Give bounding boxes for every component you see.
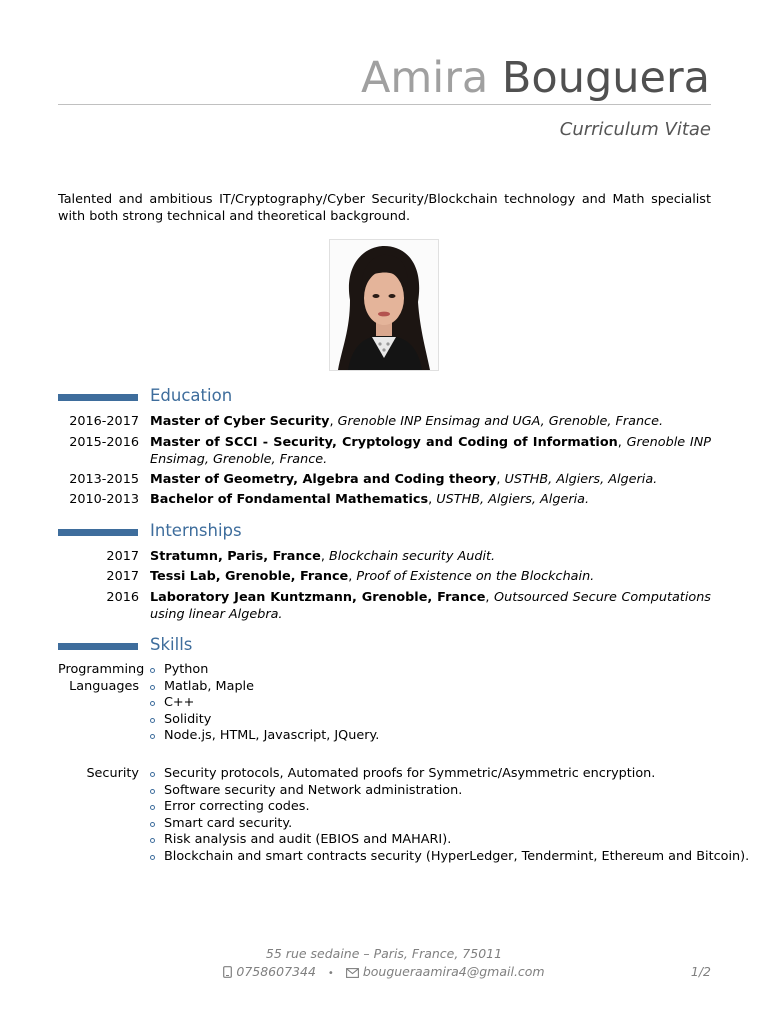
skill-label-line: Programming bbox=[58, 662, 145, 677]
phone-number: 0758607344 bbox=[236, 964, 316, 979]
education-entry bbox=[58, 491, 711, 508]
internship-entry bbox=[58, 568, 711, 585]
skill-label-line: Security bbox=[86, 766, 139, 781]
skill-item: Python bbox=[164, 662, 209, 677]
last-name: Bouguera bbox=[501, 53, 710, 103]
document-title: Curriculum Vitae bbox=[559, 119, 711, 140]
entry-year: 2016 bbox=[106, 590, 139, 605]
education-entry bbox=[58, 413, 711, 430]
bullet-icon bbox=[150, 668, 155, 673]
header-rule bbox=[58, 104, 711, 105]
section-skills bbox=[58, 637, 711, 657]
section-title: Internships bbox=[150, 521, 242, 540]
skill-list bbox=[150, 662, 711, 745]
section-title: Education bbox=[150, 386, 233, 405]
list-item bbox=[150, 728, 711, 745]
bullet-icon bbox=[150, 701, 155, 706]
degree-place: Grenoble INP Ensimag, Grenoble, France. bbox=[150, 435, 711, 467]
footer-address: 55 rue sedaine – Paris, France, 75011 bbox=[265, 946, 503, 961]
entry-separator: , bbox=[617, 435, 627, 450]
section-bar bbox=[58, 529, 138, 536]
internship-org: Stratumn, Paris, France bbox=[150, 549, 321, 564]
entry-years: 2010-2013 bbox=[69, 492, 139, 507]
internship-org: Laboratory Jean Kuntzmann, Grenoble, France bbox=[150, 590, 486, 605]
degree-place: USTHB, Algiers, Algeria. bbox=[436, 492, 590, 507]
entry-years: 2013-2015 bbox=[69, 472, 139, 487]
internship-entry bbox=[58, 548, 711, 565]
summary-text: Talented and ambitious IT/Cryptography/Cyber Security/Blockchain technology and Math specialist with both strong technical and theoretical background. bbox=[58, 192, 711, 224]
phone-icon bbox=[223, 966, 232, 978]
bullet-icon bbox=[150, 685, 155, 690]
skill-item: Risk analysis and audit (EBIOS and MAHARI). bbox=[164, 832, 452, 847]
bullet-icon bbox=[150, 772, 155, 777]
contact-separator: • bbox=[327, 968, 334, 979]
internship-desc: Outsourced Secure Computations using linear Algebra. bbox=[150, 590, 711, 622]
list-item bbox=[150, 679, 711, 696]
list-item bbox=[150, 832, 711, 849]
list-item bbox=[150, 783, 711, 800]
degree-place: Grenoble INP Ensimag and UGA, Grenoble, France. bbox=[337, 414, 664, 429]
list-item bbox=[150, 662, 711, 679]
section-education bbox=[58, 388, 711, 408]
list-item bbox=[150, 712, 711, 729]
entry-year: 2017 bbox=[106, 549, 139, 564]
education-entry bbox=[58, 434, 711, 468]
bullet-icon bbox=[150, 805, 155, 810]
email-link[interactable]: bougueraamira4@gmail.com bbox=[362, 964, 545, 979]
skill-item: Smart card security. bbox=[164, 815, 293, 831]
entry-years: 2015-2016 bbox=[69, 435, 139, 450]
skill-item: Blockchain and smart contracts security (HyperLedger, Tendermint, Ethereum and Bitcoin). bbox=[164, 848, 750, 864]
skill-item: C++ bbox=[164, 695, 195, 710]
entry-separator: , bbox=[496, 472, 505, 487]
section-bar bbox=[58, 643, 138, 650]
internship-desc: Proof of Existence on the Blockchain. bbox=[356, 569, 595, 584]
skill-label-line: Languages bbox=[69, 678, 139, 694]
bullet-icon bbox=[150, 855, 155, 860]
education-entry bbox=[58, 471, 711, 488]
skill-item: Node.js, HTML, Javascript, JQuery. bbox=[164, 728, 380, 743]
entry-year: 2017 bbox=[106, 569, 139, 584]
bullet-icon bbox=[150, 789, 155, 794]
list-item bbox=[150, 766, 711, 783]
bullet-icon bbox=[150, 822, 155, 827]
skill-group-programming bbox=[58, 662, 711, 745]
section-bar bbox=[58, 394, 138, 401]
entry-separator: , bbox=[320, 549, 329, 564]
cv-name bbox=[361, 52, 710, 104]
email-icon bbox=[346, 968, 359, 978]
page-number: 1/2 bbox=[690, 964, 711, 979]
list-item bbox=[150, 848, 750, 866]
profile-photo bbox=[329, 239, 439, 371]
skill-group-security bbox=[58, 766, 750, 865]
degree-name: Master of Cyber Security bbox=[150, 414, 330, 429]
footer-contact bbox=[0, 964, 768, 979]
list-item bbox=[150, 799, 711, 816]
bullet-icon bbox=[150, 734, 155, 739]
entry-separator: , bbox=[348, 569, 357, 584]
profile-photo-icon bbox=[330, 240, 438, 370]
section-internships bbox=[58, 523, 711, 543]
list-item bbox=[150, 816, 711, 833]
bullet-icon bbox=[150, 838, 155, 843]
entry-separator: , bbox=[485, 590, 495, 605]
first-name: Amira bbox=[360, 53, 489, 103]
internship-entry bbox=[58, 589, 711, 623]
bullet-icon bbox=[150, 718, 155, 723]
skill-list bbox=[150, 766, 750, 865]
degree-place: USTHB, Algiers, Algeria. bbox=[504, 472, 658, 487]
skill-item: Software security and Network administration. bbox=[164, 782, 463, 798]
degree-name: Master of Geometry, Algebra and Coding theory bbox=[150, 472, 497, 487]
degree-name: Master of SCCI - Security, Cryptology and Coding of Information bbox=[150, 435, 618, 450]
internship-desc: Blockchain security Audit. bbox=[328, 549, 496, 564]
section-title: Skills bbox=[150, 635, 193, 654]
entry-separator: , bbox=[428, 492, 437, 507]
entry-years: 2016-2017 bbox=[69, 414, 139, 429]
skill-item: Solidity bbox=[164, 711, 212, 727]
degree-name: Bachelor of Fondamental Mathematics bbox=[150, 492, 429, 507]
entry-separator: , bbox=[329, 414, 338, 429]
skill-group-label bbox=[58, 662, 145, 695]
skill-group-label bbox=[58, 766, 139, 783]
internship-org: Tessi Lab, Grenoble, France bbox=[150, 569, 349, 584]
list-item bbox=[150, 695, 711, 712]
skill-item: Error correcting codes. bbox=[164, 799, 310, 814]
skill-item: Security protocols, Automated proofs for Symmetric/Asymmetric encryption. bbox=[164, 766, 656, 781]
skill-item: Matlab, Maple bbox=[164, 678, 254, 694]
